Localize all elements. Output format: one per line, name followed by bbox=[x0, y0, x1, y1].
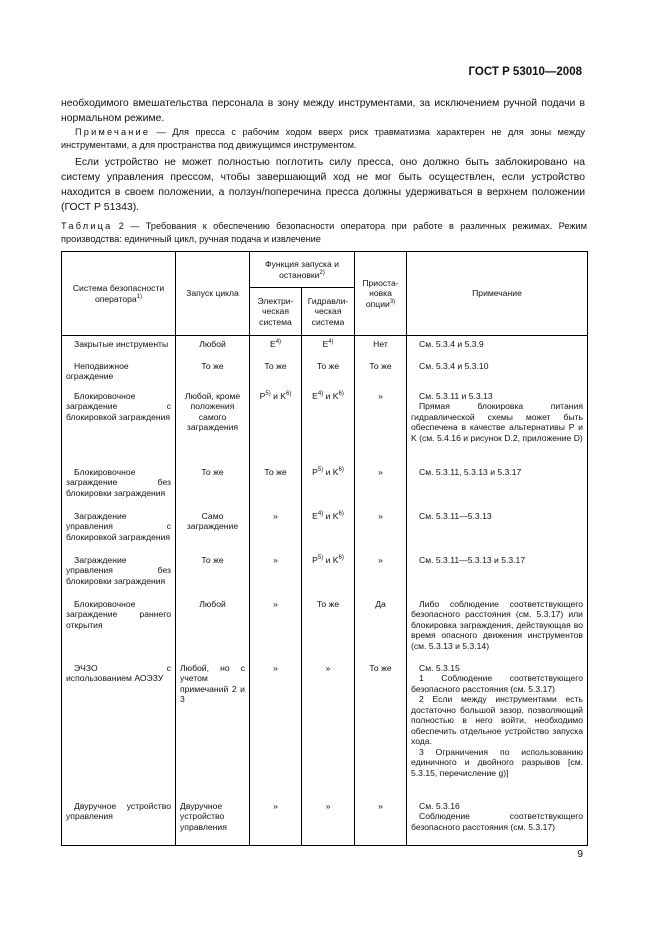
requirements-table bbox=[61, 251, 588, 846]
cell-system: Блокировочное заграждение раннего открытия bbox=[62, 596, 176, 660]
header-hydraulic: Гидравли-ческая система bbox=[302, 288, 355, 336]
cell-stop: То же bbox=[355, 358, 407, 388]
page-number: 9 bbox=[577, 849, 583, 860]
note-paragraph bbox=[61, 126, 585, 152]
cell-hydraulic: $E^{4)}$ и $K^{6)}$ bbox=[302, 508, 355, 552]
table-row bbox=[62, 464, 588, 508]
cell-note: См. 5.3.15 1 Соблюдение соответствующего безопасного расстояния (см. 5.3.17) 2 Если между инструментами есть достаточно большой зазор, позволяющий полностью в него войти, необходимо обеспечить отдельное устройство запуска хода. 3 Ограничения по использованию единичного и двойного разрывов [см. 5.3.15, перечисление g)] bbox=[407, 660, 588, 798]
header-system: Система безопасности оператора$^{1)}$ bbox=[62, 252, 176, 336]
cell-note: Либо соблюдение соответствующего безопасного расстояния (см. 5.3.17) или блокировка заграждения, действующая во время опасного движения инструментов (см. 5.3.13 и 5.3.14) bbox=[407, 596, 588, 660]
cell-stop: » bbox=[355, 798, 407, 846]
cell-hydraulic: » bbox=[302, 798, 355, 846]
cell-note: См. 5.3.11, 5.3.13 и 5.3.17 bbox=[407, 464, 588, 508]
table-row bbox=[62, 596, 588, 660]
cell-hydraulic: То же bbox=[302, 596, 355, 660]
cell-stop: Да bbox=[355, 596, 407, 660]
cell-start: То же bbox=[176, 358, 250, 388]
table-row bbox=[62, 552, 588, 596]
cell-hydraulic: $E^{4)}$ bbox=[302, 336, 355, 358]
cell-electric: » bbox=[250, 508, 302, 552]
paragraph-continuation: необходимого вмешательства персонала в зону между инструментами, за исключением ручной подачи в нормальном режиме. bbox=[61, 98, 585, 124]
cell-note: См. 5.3.4 и 5.3.10 bbox=[407, 358, 588, 388]
table-row bbox=[62, 336, 588, 358]
table-row bbox=[62, 388, 588, 464]
cell-electric: То же bbox=[250, 358, 302, 388]
cell-stop: » bbox=[355, 464, 407, 508]
cell-system: Заграждение управления без блокировки заграждения bbox=[62, 552, 176, 596]
cell-electric: » bbox=[250, 660, 302, 798]
cell-system: Неподвижное ограждение bbox=[62, 358, 176, 388]
cell-start: Само заграждение bbox=[176, 508, 250, 552]
cell-electric: » bbox=[250, 596, 302, 660]
cell-start: Любой, но с учетом примечаний 2 и 3 bbox=[176, 660, 250, 798]
cell-system: Блокировочное заграждение без блокировки заграждения bbox=[62, 464, 176, 508]
paragraph-device: Если устройство не может полностью поглотить силу пресса, оно должно быть заблокировано на систему управления прессом, чтобы завершающий ход не мог быть осуществлен, если устройство находится в своем положении, а ползун/поперечина пресса должны удерживаться в верхнем положении (ГОСТ Р 51343). bbox=[61, 157, 585, 213]
cell-electric: $E^{4)}$ bbox=[250, 336, 302, 358]
header-note: Примечание bbox=[407, 252, 588, 336]
table-row bbox=[62, 508, 588, 552]
document-header: ГОСТ Р 53010—2008 bbox=[468, 66, 582, 78]
header-function: Функция запуска и остановки$^{2)}$ bbox=[250, 252, 355, 288]
cell-start: Любой bbox=[176, 596, 250, 660]
cell-start: Двуручное устройство управления bbox=[176, 798, 250, 846]
header-stop: Приоста-новка опции$^{3)}$ bbox=[355, 252, 407, 336]
cell-electric: То же bbox=[250, 464, 302, 508]
cell-hydraulic: » bbox=[302, 660, 355, 798]
table-row bbox=[62, 798, 588, 846]
cell-start: Любой, кроме положения самого заграждения bbox=[176, 388, 250, 464]
cell-start: То же bbox=[176, 464, 250, 508]
cell-start: То же bbox=[176, 552, 250, 596]
cell-hydraulic: То же bbox=[302, 358, 355, 388]
cell-stop: » bbox=[355, 508, 407, 552]
cell-note: См. 5.3.16 Соблюдение соответствующего безопасного расстояния (см. 5.3.17) bbox=[407, 798, 588, 846]
cell-system: Закрытые инструменты bbox=[62, 336, 176, 358]
header-start: Запуск цикла bbox=[176, 252, 250, 336]
table-caption-body: 2 — Требования к обеспечению безопасности оператора при работе в различных режимах. Режим производства: единичный цикл, ручная подача и извлечение bbox=[61, 221, 587, 244]
cell-note: См. 5.3.4 и 5.3.9 bbox=[407, 336, 588, 358]
cell-note: См. 5.3.11—5.3.13 bbox=[407, 508, 588, 552]
cell-stop: » bbox=[355, 388, 407, 464]
note-body: — Для пресса с рабочим ходом вверх риск травматизма характерен не для зоны между инструментами, а для пространства под движущимся инструментом. bbox=[61, 127, 585, 150]
cell-electric: $P^{5)}$ и $K^{6)}$ bbox=[250, 388, 302, 464]
cell-system: Заграждение управления с блокировкой заграждения bbox=[62, 508, 176, 552]
cell-system: Блокировочное заграждение с блокировкой заграждения bbox=[62, 388, 176, 464]
cell-hydraulic: $P^{5)}$ и $K^{6)}$ bbox=[302, 552, 355, 596]
cell-note: См. 5.3.11—5.3.13 и 5.3.17 bbox=[407, 552, 588, 596]
table-row bbox=[62, 358, 588, 388]
table-row bbox=[62, 660, 588, 798]
cell-system: ЭЧЗО с использованием АОЭЗУ bbox=[62, 660, 176, 798]
header-electric: Электри-ческая система bbox=[250, 288, 302, 336]
cell-stop: Нет bbox=[355, 336, 407, 358]
table-caption-label: Таблица bbox=[61, 221, 113, 231]
cell-electric: » bbox=[250, 552, 302, 596]
cell-stop: То же bbox=[355, 660, 407, 798]
cell-hydraulic: $P^{5)}$ и $K^{6)}$ bbox=[302, 464, 355, 508]
cell-note: См. 5.3.11 и 5.3.13 Прямая блокировка питания гидравлической схемы может быть обеспечена в качестве альтернативы P и K (см. 5.4.16 и рисунок D.2, приложение D) bbox=[407, 388, 588, 464]
cell-system: Двуручное устройство управления bbox=[62, 798, 176, 846]
cell-electric: » bbox=[250, 798, 302, 846]
note-label: Примечание bbox=[75, 127, 151, 137]
cell-start: Любой bbox=[176, 336, 250, 358]
cell-hydraulic: $E^{4)}$ и $K^{6)}$ bbox=[302, 388, 355, 464]
cell-stop: » bbox=[355, 552, 407, 596]
table-caption bbox=[61, 220, 587, 246]
